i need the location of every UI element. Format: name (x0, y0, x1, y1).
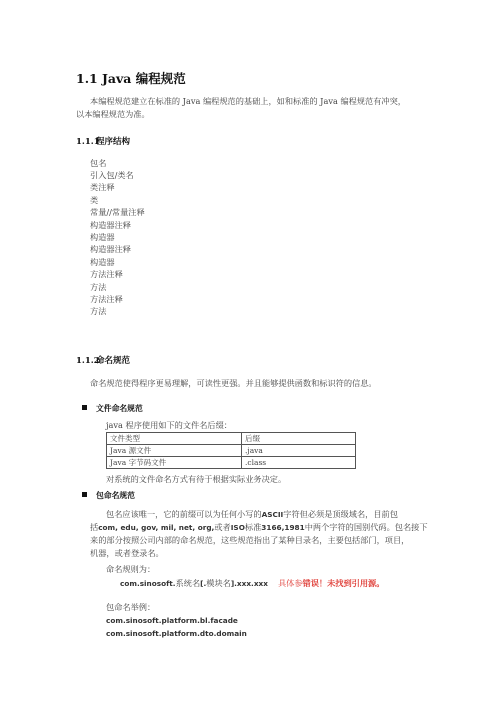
text-span: 包名应该唯一，它的前缀可以为任何小写的 (106, 509, 262, 519)
subsection-heading-structure (76, 135, 130, 147)
table-cell: 后缀 (242, 433, 356, 445)
text-span: 标准 (244, 522, 262, 532)
section-number: 1.1 (76, 71, 98, 86)
package-example: com.sinosoft.platform.bl.facade (106, 616, 238, 625)
file-naming-note: 对系统的文件命名方式有待于根据实际业务决定。 (106, 474, 287, 484)
structure-item: 类 (90, 195, 99, 205)
text-span: 字符但必须是顶级域名，目前包 (283, 509, 398, 519)
bullet-package-naming (82, 490, 135, 501)
subsection-number: 1.1.2 (76, 356, 100, 366)
naming-intro: 命名规范使得程序更易理解，可读性更强。并且能够提供函数和标识符的信息。 (90, 378, 377, 388)
structure-item: 包名 (90, 158, 107, 168)
structure-item: 方法注释 (90, 294, 123, 304)
package-example-label: 包命名举例： (106, 602, 156, 612)
table-row (107, 433, 356, 445)
naming-rule (120, 577, 384, 590)
structure-item: 方法 (90, 306, 107, 316)
section-title: Java 编程规范 (102, 71, 186, 86)
package-para-line-2 (90, 521, 428, 534)
text-span: com.sinosoft. (120, 579, 176, 588)
text-span: 模块名 (206, 578, 231, 588)
text-span: ASCII (261, 510, 284, 519)
subsection-title: 程序结构 (96, 137, 131, 147)
table-row (107, 457, 356, 469)
table-cell: Java 源文件 (107, 445, 242, 457)
structure-item: 类注释 (90, 182, 115, 192)
subsection-number: 1.1.1 (76, 137, 100, 147)
text-span: 括 (90, 522, 99, 532)
structure-item: 引入包/类名 (90, 170, 134, 180)
subsection-heading-naming (76, 354, 130, 366)
package-para-line-1 (106, 508, 398, 521)
table-row (107, 445, 356, 457)
text-span: 或者 (214, 522, 231, 532)
structure-item: 构造器注释 (90, 220, 131, 230)
file-suffix-table (106, 432, 356, 469)
naming-rule-label: 命名规则为： (106, 564, 156, 574)
structure-item: 方法 (90, 282, 107, 292)
package-para-line-3: 来的部分按照公司内部的命名规范，这些规范指出了某种目录名，主要包括部门，项目， (90, 535, 410, 545)
bullet-title: 包命名规范 (96, 491, 135, 500)
text-span: ISO (230, 523, 245, 532)
bullet-file-naming (82, 403, 143, 414)
text-span: 中两个字符的国别代码。包名接下 (304, 522, 428, 532)
table-cell: Java 字节码文件 (107, 457, 242, 469)
structure-item: 构造器注释 (90, 244, 131, 254)
intro-line-2: 以本编程规范为准。 (76, 109, 150, 119)
package-example: com.sinosoft.platform.dto.domain (106, 629, 247, 638)
structure-item: 方法注释 (90, 269, 123, 279)
text-span: [. (200, 579, 207, 588)
text-span: ].xxx.xxx (230, 579, 268, 588)
structure-item: 常量//常量注释 (90, 207, 145, 217)
subsection-title: 命名规范 (96, 356, 131, 366)
table-cell: .class (242, 457, 356, 469)
bullet-square-icon (82, 492, 87, 497)
text-span: 3166,1981 (261, 523, 305, 532)
intro-line-1: 本编程规范建立在标准的 Java 编程规范的基础上，如和标准的 Java 编程规范有冲突， (90, 96, 406, 106)
reference-text: 具体参 (277, 578, 303, 588)
structure-item: 构造器 (90, 257, 115, 267)
section-heading (76, 69, 186, 87)
table-cell: .java (242, 445, 356, 457)
text-span: 系统名 (175, 578, 201, 588)
table-cell: 文件类型 (107, 433, 242, 445)
bullet-square-icon (82, 405, 87, 410)
package-para-line-4: 机器，或者登录名。 (90, 548, 164, 558)
bullet-title: 文件命名规范 (96, 404, 143, 413)
file-suffix-intro: java 程序使用如下的文件名后缀： (106, 420, 232, 430)
reference-error-text: 错误！未找到引用源。 (302, 578, 385, 588)
structure-item: 构造器 (90, 232, 115, 242)
text-span: com, edu, gov, mil, net, org, (98, 523, 215, 532)
